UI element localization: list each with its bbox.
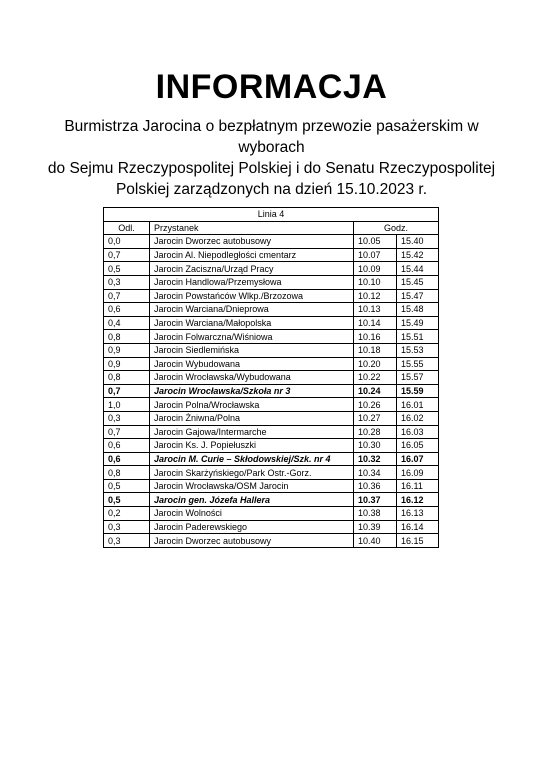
stop-cell: Jarocin Dworzec autobusowy [150,235,354,249]
time-afternoon-cell: 16.02 [397,411,439,425]
subtitle-line: do Sejmu Rzeczypospolitej Polskiej i do Senatu Rzeczypospolitej [47,160,496,177]
distance-cell: 0,7 [104,384,150,398]
time-morning-cell: 10.40 [354,534,397,548]
time-afternoon-cell: 15.55 [397,357,439,371]
time-afternoon-cell: 15.45 [397,275,439,289]
table-row [104,479,439,493]
time-morning-cell: 10.05 [354,235,397,249]
time-afternoon-cell: 15.57 [397,371,439,385]
time-afternoon-cell: 15.48 [397,303,439,317]
distance-cell: 0,2 [104,507,150,521]
distance-cell: 0,0 [104,235,150,249]
time-morning-cell: 10.14 [354,316,397,330]
table-row [104,520,439,534]
distance-cell: 0,6 [104,303,150,317]
time-morning-cell: 10.10 [354,275,397,289]
table-row [104,411,439,425]
stop-cell: Jarocin Skarżyńskiego/Park Ostr.-Gorz. [150,466,354,480]
table-row [104,316,439,330]
stop-cell: Jarocin Paderewskiego [150,520,354,534]
time-morning-cell: 10.30 [354,439,397,453]
time-morning-cell: 10.26 [354,398,397,412]
distance-cell: 0,8 [104,371,150,385]
time-morning-cell: 10.20 [354,357,397,371]
distance-cell: 0,8 [104,330,150,344]
time-afternoon-cell: 16.14 [397,520,439,534]
table-row [104,371,439,385]
time-afternoon-cell: 15.40 [397,235,439,249]
time-morning-cell: 10.36 [354,479,397,493]
time-morning-cell: 10.22 [354,371,397,385]
table-row [104,330,439,344]
distance-cell: 0,7 [104,248,150,262]
time-morning-cell: 10.37 [354,493,397,507]
distance-cell: 0,3 [104,275,150,289]
distance-cell: 0,5 [104,479,150,493]
table-row [104,452,439,466]
distance-cell: 0,8 [104,466,150,480]
time-morning-cell: 10.38 [354,507,397,521]
time-afternoon-cell: 15.53 [397,343,439,357]
time-morning-cell: 10.39 [354,520,397,534]
table-row [104,343,439,357]
distance-cell: 0,3 [104,534,150,548]
time-header: Godz. [354,221,439,235]
table-row [104,466,439,480]
time-afternoon-cell: 15.44 [397,262,439,276]
distance-header: Odl. [104,221,150,235]
stop-cell: Jarocin Handlowa/Przemysłowa [150,275,354,289]
table-row [104,235,439,249]
time-afternoon-cell: 16.11 [397,479,439,493]
subtitle-line: Polskiej zarządzonych na dzień 15.10.2023 r. [115,181,428,198]
time-morning-cell: 10.07 [354,248,397,262]
distance-cell: 0,7 [104,289,150,303]
table-row [104,248,439,262]
time-afternoon-cell: 15.59 [397,384,439,398]
distance-cell: 0,3 [104,520,150,534]
stop-cell: Jarocin Zaciszna/Urząd Pracy [150,262,354,276]
stop-cell: Jarocin gen. Józefa Hallera [150,493,354,507]
table-row [104,289,439,303]
time-afternoon-cell: 16.15 [397,534,439,548]
time-morning-cell: 10.28 [354,425,397,439]
time-morning-cell: 10.27 [354,411,397,425]
stop-cell: Jarocin Powstańców Wlkp./Brzozowa [150,289,354,303]
stop-cell: Jarocin Wolności [150,507,354,521]
stop-cell: Jarocin Folwarczna/Wiśniowa [150,330,354,344]
table-row [104,384,439,398]
stop-cell: Jarocin Wybudowana [150,357,354,371]
time-morning-cell: 10.32 [354,452,397,466]
table-row [104,303,439,317]
stop-cell: Jarocin Gajowa/Intermarche [150,425,354,439]
table-row [104,262,439,276]
distance-cell: 1,0 [104,398,150,412]
line-header-row [104,208,439,222]
time-morning-cell: 10.18 [354,343,397,357]
time-morning-cell: 10.24 [354,384,397,398]
stop-cell: Jarocin Polna/Wrocławska [150,398,354,412]
time-morning-cell: 10.09 [354,262,397,276]
time-afternoon-cell: 16.09 [397,466,439,480]
distance-cell: 0,4 [104,316,150,330]
distance-cell: 0,6 [104,439,150,453]
timetable [103,207,439,548]
time-morning-cell: 10.34 [354,466,397,480]
stop-cell: Jarocin Siedlemińska [150,343,354,357]
stop-cell: Jarocin Wrocławska/Wybudowana [150,371,354,385]
time-morning-cell: 10.12 [354,289,397,303]
time-afternoon-cell: 15.47 [397,289,439,303]
time-afternoon-cell: 16.07 [397,452,439,466]
table-row [104,507,439,521]
stop-cell: Jarocin Wrocławska/Szkoła nr 3 [150,384,354,398]
page-title: INFORMACJA [155,68,388,106]
distance-cell: 0,5 [104,262,150,276]
distance-cell: 0,6 [104,452,150,466]
table-row [104,425,439,439]
table-row [104,439,439,453]
stop-cell: Jarocin Warciana/Dnieprowa [150,303,354,317]
stop-cell: Jarocin Al. Niepodległości cmentarz [150,248,354,262]
stop-header: Przystanek [150,221,354,235]
time-afternoon-cell: 16.12 [397,493,439,507]
distance-cell: 0,9 [104,343,150,357]
time-morning-cell: 10.13 [354,303,397,317]
distance-cell: 0,9 [104,357,150,371]
table-row [104,398,439,412]
column-header-row [104,221,439,235]
distance-cell: 0,5 [104,493,150,507]
stop-cell: Jarocin Wrocławska/OSM Jarocin [150,479,354,493]
stop-cell: Jarocin Warciana/Małopolska [150,316,354,330]
announcement-subtitle [40,116,503,200]
time-afternoon-cell: 16.01 [397,398,439,412]
table-row [104,357,439,371]
time-afternoon-cell: 15.49 [397,316,439,330]
table-row [104,534,439,548]
line-label: Linia 4 [104,208,439,222]
stop-cell: Jarocin Ks. J. Popiełuszki [150,439,354,453]
table-row [104,493,439,507]
distance-cell: 0,7 [104,425,150,439]
time-morning-cell: 10.16 [354,330,397,344]
stop-cell: Jarocin Żniwna/Polna [150,411,354,425]
stop-cell: Jarocin M. Curie – Skłodowskiej/Szk. nr 4 [150,452,354,466]
subtitle-line: Burmistrza Jarocina o bezpłatnym przewozie pasażerskim w wyborach [64,118,479,156]
table-row [104,275,439,289]
time-afternoon-cell: 15.51 [397,330,439,344]
time-afternoon-cell: 15.42 [397,248,439,262]
time-afternoon-cell: 16.05 [397,439,439,453]
distance-cell: 0,3 [104,411,150,425]
time-afternoon-cell: 16.03 [397,425,439,439]
time-afternoon-cell: 16.13 [397,507,439,521]
stop-cell: Jarocin Dworzec autobusowy [150,534,354,548]
